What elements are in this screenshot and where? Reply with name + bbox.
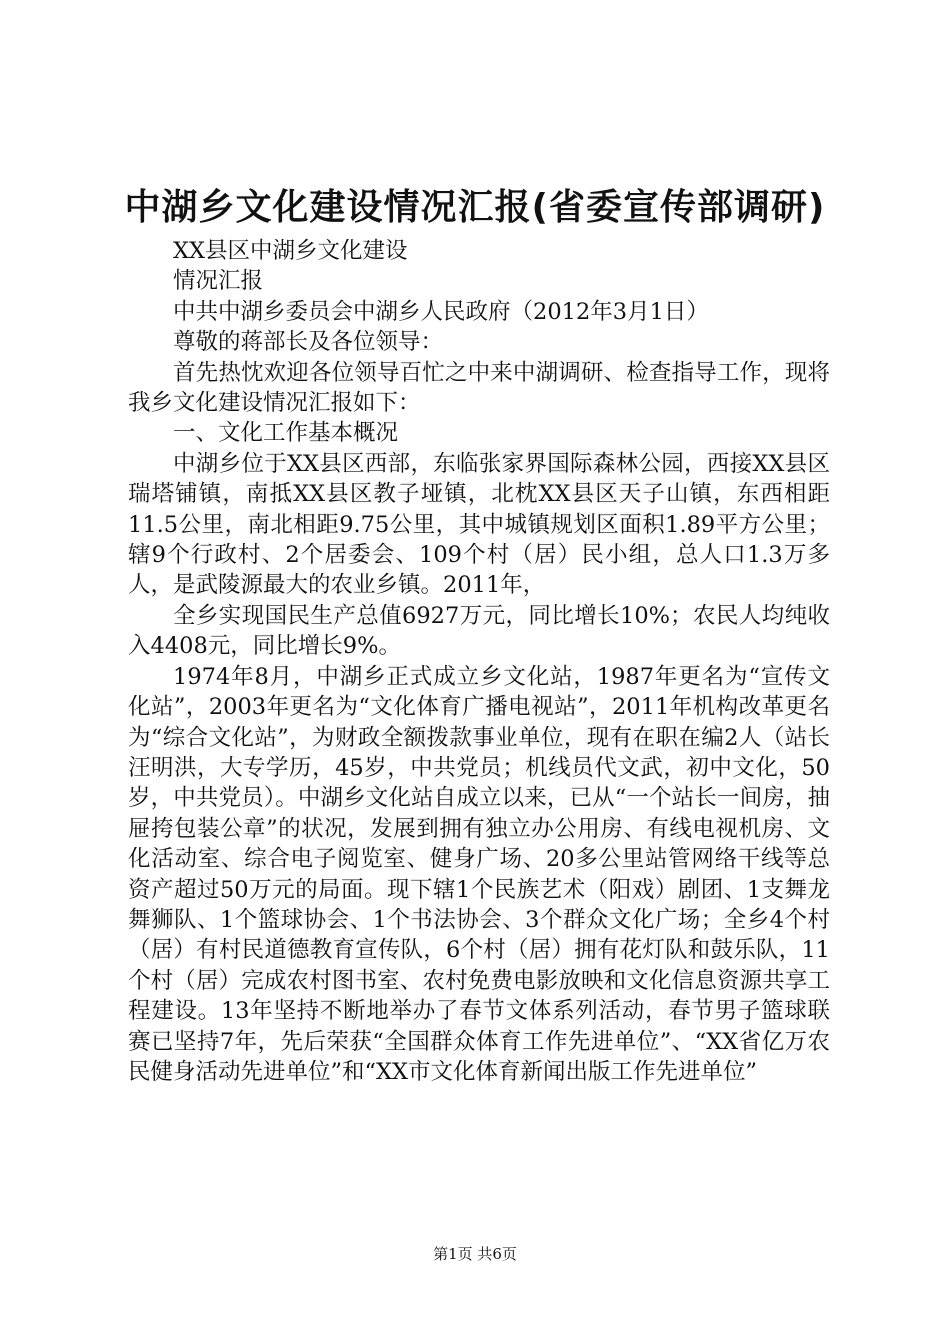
paragraph: 尊敬的蒋部长及各位领导： [173,329,444,356]
paragraph: 情况汇报 [173,268,264,295]
document-body [128,236,830,1087]
paragraph: 中湖乡位于XX县区西部，东临张家界国际森林公园，西接XX县区瑞塔铺镇，南抵XX县区教子垭镇，北枕XX县区天子山镇，东西相距11.5公里，南北相距9.75公里，其中城镇规划区面积1.89平方公里；辖9个行政村、2个居委会、109个村（居）民小组，总人口1.3万多人，是武陵源最大的农业乡镇。2011年， [128,450,830,599]
paragraph: 1974年8月，中湖乡正式成立乡文化站，1987年更名为“宣传文化站”，2003年更名为“文化体育广播电视站”，2011年机构改革更名为“综合文化站”，为财政全额拨款事业单位，现有在职在编2人（站长汪明洪，大专学历，45岁，中共党员；机线员代文武，初中文化，50岁，中共党员）。中湖乡文化站自成立以来，已从“一个站长一间房，抽屉挎包装公章”的状况，发展到拥有独立办公用房、有线电视机房、文化活动室、综合电子阅览室、健身广场、20多公里站管网络干线等总资产超过50万元的局面。现下辖1个民族艺术（阳戏）剧团、1支舞龙舞狮队、1个篮球协会、1个书法协会、3个群众文化广场；全乡4个村（居）有村民道德教育宣传队，6个村（居）拥有花灯队和鼓乐队，11个村（居）完成农村图书室、农村免费电影放映和文化信息资源共享工程建设。13年坚持不断地举办了春节文体系列活动，春节男子篮球联赛已坚持7年，先后荣获“全国群众体育工作先进单位”、“XX省亿万农民健身活动先进单位”和“XX市文化体育新闻出版工作先进单位” [128,663,830,1085]
paragraph: 全乡实现国民生产总值6927万元，同比增长10%；农民人均纯收入4408元，同比增长9%。 [128,602,830,660]
paragraph: 中共中湖乡委员会中湖乡人民政府（2012年3月1日） [173,298,709,325]
paragraph: XX县区中湖乡文化建设 [173,238,408,264]
paragraph: 首先热忱欢迎各位领导百忙之中来中湖调研、检查指导工作，现将我乡文化建设情况汇报如下： [128,359,830,417]
page-footer: 第1页 共6页 [433,1245,517,1263]
document-title: 中湖乡文化建设情况汇报(省委宣传部调研) [124,187,826,228]
paragraph: 一、文化工作基本概况 [173,420,399,447]
